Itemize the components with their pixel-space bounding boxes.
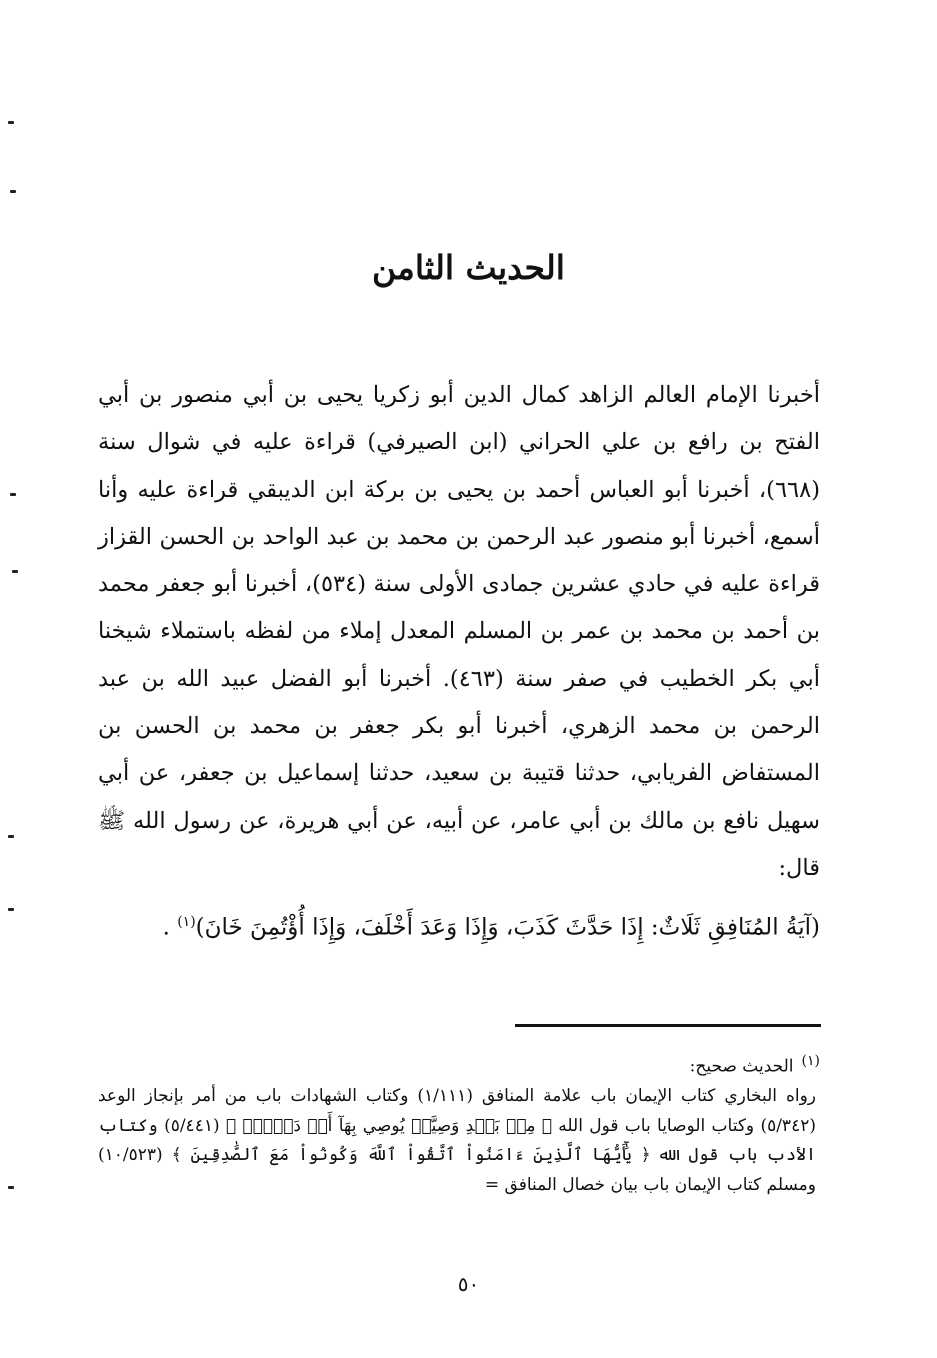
margin-mark	[10, 493, 16, 496]
hadith-end: .	[162, 914, 170, 941]
isnad-paragraph	[98, 372, 820, 892]
margin-mark	[8, 1186, 14, 1189]
isnad-text: أخبرنا الإمام العالم الزاهد كمال الدين أبو زكريا يحيى بن أبي منصور بن أبي الفتح بن رافع بن علي الحراني (ابن الصيرفي) قراءة عليه في شوال سنة (٦٦٨)، أخبرنا أبو العباس أحمد بن يحيى بن بركة ابن الديبقي قراءة عليه وأنا أسمع، أخبرنا أبو منصور عبد الرحمن بن محمد بن عبد الواحد بن الحسن القزاز قراءة عليه في حادي عشرين جمادى الأولى سنة (٥٣٤)، أخبرنا أبو جعفر محمد بن أحمد بن محمد بن عمر بن المسلم المعدل إملاء من لفظه باستملاء شيخنا أبي بكر الخطيب في صفر سنة (٤٦٣). أخبرنا أبو الفضل عبيد الله بن عبد الرحمن بن محمد الزهري، أخبرنا أبو بكر جعفر بن محمد بن الحسن بن المستفاض الفريابي، حدثنا قتيبة بن سعيد، حدثنا إسماعيل بن جعفر، عن أبي سهيل نافع بن مالك بن أبي عامر، عن أبيه، عن أبي هريرة، عن رسول الله ﷺ قال:	[98, 382, 820, 881]
hadith-paragraph	[98, 898, 820, 952]
footnote-reference: (١)	[177, 914, 196, 930]
hadith-text: (آيَةُ المُنَافِقِ ثَلَاثٌ: إِذَا حَدَّثَ كَذَبَ، وَإِذَا وَعَدَ أَخْلَفَ، وَإِذَا أُؤْتُمِنَ خَانَ)	[195, 914, 820, 941]
footnote-separator	[515, 1024, 821, 1027]
margin-mark	[8, 835, 14, 838]
hadith-block	[98, 898, 820, 952]
margin-mark	[12, 570, 18, 573]
footnote-heading-line	[98, 1047, 820, 1082]
page-number: ٥٠	[457, 1272, 480, 1296]
footnote-heading: الحديث صحيح:	[689, 1056, 794, 1077]
footnotes	[98, 1047, 820, 1200]
margin-mark	[10, 190, 16, 193]
page-title: الحديث الثامن	[372, 248, 565, 287]
margin-mark	[8, 908, 14, 911]
margin-mark	[8, 121, 14, 124]
footnote-text: رواه البخاري كتاب الإيمان باب علامة المنافق (١/١١١) وكتاب الشهادات باب من أمر بإنجاز الوعد (٥/٣٤٢) وكتاب الوصايا باب قول الله ﴿ مِنۢ بَعۡدِ وَصِيَّةٖ يُوصِي بِهَآ أَوۡ دَيۡنٍۗ ﴾ (٥/٤٤١) وكتاب الأدب باب قول الله ﴿ يَٰٓأَيُّهَا ٱلَّذِينَ ءَامَنُواْ ٱتَّقُواْ ٱللَّهَ وَكُونُواْ مَعَ ٱلصَّٰدِقِينَ ﴾ (١٠/٥٢٣) ومسلم كتاب الإيمان باب بيان خصال المنافق =	[98, 1086, 816, 1195]
footnote-marker: (١)	[801, 1053, 820, 1069]
